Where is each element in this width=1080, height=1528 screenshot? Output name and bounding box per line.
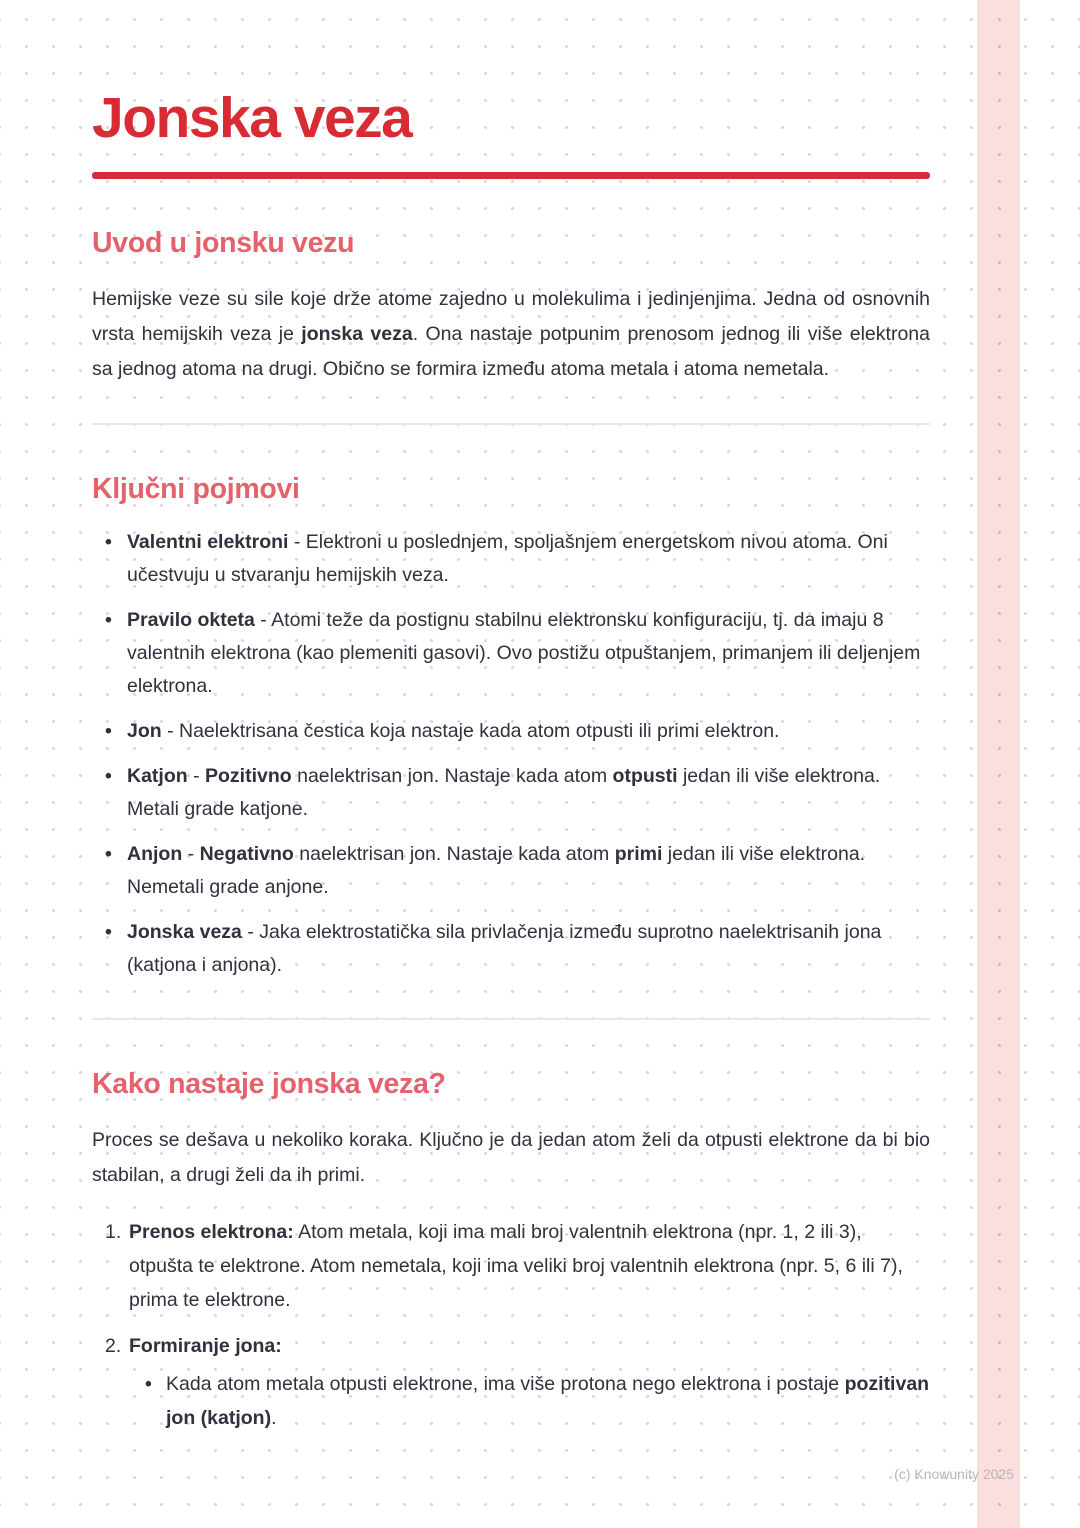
section-divider xyxy=(92,423,930,425)
list-item xyxy=(92,916,930,982)
step-body xyxy=(129,1329,930,1435)
list-item-text: Jon - Naelektrisana čestica koja nastaje kada atom otpusti ili primi elektron. xyxy=(127,719,780,742)
list-item-text: Katjon - Pozitivno naelektrisan jon. Nastaje kada atom otpusti jedan ili više elektrona. Metali grade katjone. xyxy=(127,764,881,820)
bullet-icon: • xyxy=(105,764,112,787)
section-heading-formation: Kako nastaje jonska veza? xyxy=(92,1067,446,1100)
list-item xyxy=(92,604,930,703)
formation-paragraph: Proces se dešava u nekoliko koraka. Ključno je da jedan atom želi da otpusti elektrone da bi bio stabilan, a drugi želi da ih primi. xyxy=(92,1128,930,1186)
list-item xyxy=(92,526,930,592)
step-text: Prenos elektrona: Atom metala, koji ima mali broj valentnih elektrona (npr. 1, 2 ili 3), otpušta te elektrone. Atom nemetala, koji ima veliki broj valentnih elektrona (npr. 5, 6 ili 7), prima te elektrone. xyxy=(129,1220,903,1311)
footer-credit: (c) Knowunity 2025 xyxy=(894,1466,1014,1482)
step-number: 1. xyxy=(105,1220,122,1243)
bullet-icon: • xyxy=(105,920,112,943)
numbered-list-item xyxy=(92,1215,930,1317)
list-item xyxy=(92,760,930,826)
step-text: Formiranje jona: xyxy=(129,1334,282,1357)
list-item-text: Valentni elektroni - Elektroni u poslednjem, spoljašnjem energetskom nivou atoma. Oni učestvuju u stvaranju hemijskih veza. xyxy=(127,530,888,586)
page-title: Jonska veza xyxy=(92,86,412,150)
sub-list-item xyxy=(129,1367,930,1435)
section-divider xyxy=(92,1018,930,1020)
section-heading-key-terms: Ključni pojmovi xyxy=(92,472,300,505)
key-terms-list xyxy=(92,526,930,982)
bullet-icon: • xyxy=(145,1372,152,1395)
title-underline-rule xyxy=(92,172,930,179)
formation-steps-list xyxy=(92,1215,930,1435)
list-item xyxy=(92,838,930,904)
list-item-text: Jonska veza - Jaka elektrostatička sila privlačenja između suprotno naelektrisanih jona (katjona i anjona). xyxy=(127,920,882,976)
section-intro xyxy=(92,227,930,387)
section-heading-intro: Uvod u jonsku vezu xyxy=(92,226,355,259)
bullet-icon: • xyxy=(105,608,112,631)
section-key-terms xyxy=(92,473,930,982)
list-item-text: Pravilo okteta - Atomi teže da postignu stabilnu elektronsku konfiguraciju, tj. da imaju 8 valentnih elektrona (kao plemeniti gasovi). Ovo postižu otpuštanjem, primanjem ili deljenjem elektrona. xyxy=(127,608,921,697)
sub-list-item-text: Kada atom metala otpusti elektrone, ima više protona nego elektrona i postaje pozitivan jon (katjon). xyxy=(166,1372,930,1429)
step-number: 2. xyxy=(105,1334,122,1357)
intro-paragraph: Hemijske veze su sile koje drže atome zajedno u molekulima i jedinjenjima. Jedna od osnovnih vrsta hemijskih veza je jonska veza. Ona nastaje potpunim prenosom jednog ili više elektrona sa jednog atoma na drugi. Obično se formira između atoma metala i atoma nemetala. xyxy=(92,287,930,380)
list-item xyxy=(92,715,930,748)
bullet-icon: • xyxy=(105,719,112,742)
numbered-list-item xyxy=(92,1329,930,1435)
list-item-text: Anjon - Negativno naelektrisan jon. Nastaje kada atom primi jedan ili više elektrona. Nemetali grade anjone. xyxy=(127,842,866,898)
step-sub-list xyxy=(129,1367,930,1435)
bullet-icon: • xyxy=(105,842,112,865)
bullet-icon: • xyxy=(105,530,112,553)
section-formation xyxy=(92,1068,930,1435)
